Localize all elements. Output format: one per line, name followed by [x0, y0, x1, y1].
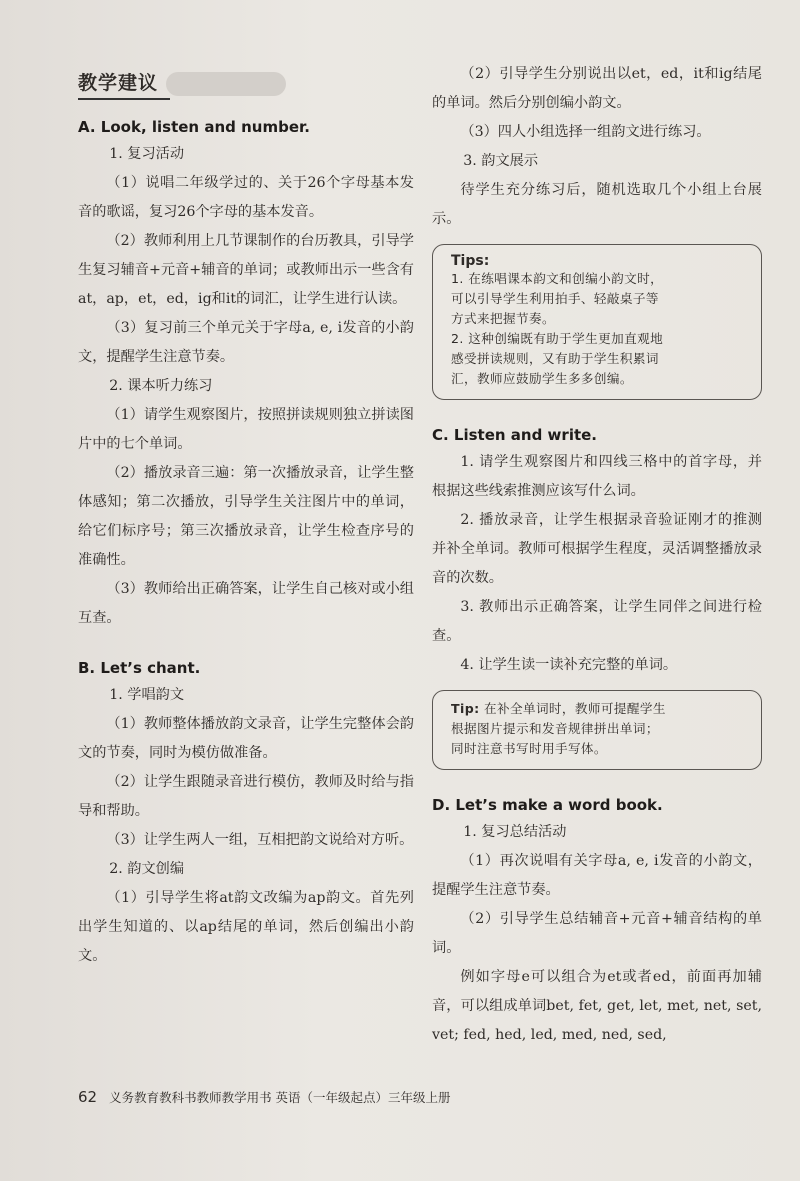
section-c-heading: C. Listen and write.	[432, 426, 597, 444]
paragraph: （1）教师整体播放韵文录音，让学生完整体会韵文的节奏，同时为模仿做准备。	[78, 716, 414, 761]
tip-line: 1. 在练唱课本韵文和创编小韵文时，	[451, 271, 664, 286]
page-title: 教学建议	[78, 72, 159, 94]
right-column	[432, 60, 762, 1050]
tip-line: 根据图片提示和发音规律拼出单词；	[451, 721, 659, 736]
tip-line: 方式来把握节奏。	[451, 311, 555, 326]
tip-text: 在补全单词时，教师可提醒学生	[479, 701, 666, 716]
tip-line	[451, 699, 749, 719]
page-footer	[78, 1088, 451, 1106]
paragraph: （2）引导学生分别说出以et，ed，it和ig结尾的单词。然后分别创编小韵文。	[432, 66, 762, 111]
title-decoration	[166, 72, 286, 96]
paragraph: 4. 让学生读一读补充完整的单词。	[460, 657, 678, 673]
paragraph: （1）再次说唱有关字母a, e, i发音的小韵文，提醒学生注意节奏。	[432, 853, 762, 898]
paragraph: 1. 请学生观察图片和四线三格中的首字母，并根据这些线索推测应该写什么词。	[432, 454, 762, 499]
paragraph: 待学生充分练习后，随机选取几个小组上台展示。	[432, 182, 762, 227]
paragraph: 2. 播放录音，让学生根据录音验证刚才的推测并补全单词。教师可根据学生程度，灵活调整播放录音的次数。	[432, 512, 762, 586]
left-column	[78, 60, 414, 971]
tip-line: 2. 这种创编既有助于学生更加直观地	[451, 331, 664, 346]
paragraph: （2）教师利用上几节课制作的台历教具，引导学生复习辅音+元音+辅音的单词；或教师出示一些含有at，ap，et，ed，ig和it的词汇，让学生进行认读。	[78, 233, 414, 307]
paragraph: （2）播放录音三遍：第一次播放录音，让学生整体感知；第二次播放，引导学生关注图片中的单词，给它们标序号；第三次播放录音，让学生检查序号的准确性。	[78, 465, 414, 568]
paragraph: （3）四人小组选择一组韵文进行练习。	[460, 124, 711, 140]
book-title: 义务教育教科书教师教学用书 英语（一年级起点）三年级上册	[109, 1090, 451, 1105]
paragraph: 1. 复习活动	[109, 146, 185, 162]
tips-label: Tips:	[451, 253, 490, 269]
section-b-heading: B. Let’s chant.	[78, 659, 201, 677]
paragraph: （3）复习前三个单元关于字母a, e, i发音的小韵文，提醒学生注意节奏。	[78, 320, 414, 365]
paragraph: 1. 学唱韵文	[109, 687, 185, 703]
paragraph: 3. 韵文展示	[463, 153, 539, 169]
tips-box	[432, 244, 762, 400]
paragraph: （1）说唱二年级学过的、关于26个字母基本发音的歌谣，复习26个字母的基本发音。	[78, 175, 414, 220]
page-number: 62	[78, 1088, 98, 1106]
paragraph: （3）让学生两人一组，互相把韵文说给对方听。	[106, 832, 414, 848]
paragraph: （1）引导学生将at韵文改编为ap韵文。首先列出学生知道的、以ap结尾的单词，然后创编出小韵文。	[78, 890, 414, 964]
paragraph: （3）教师给出正确答案，让学生自己核对或小组互查。	[78, 581, 414, 626]
tip-line: 可以引导学生利用拍手、轻敲桌子等	[451, 291, 659, 306]
tip-box	[432, 690, 762, 770]
tip-line: 汇，教师应鼓励学生多多创编。	[451, 371, 633, 386]
title-underline	[78, 98, 170, 100]
paragraph: （2）引导学生总结辅音+元音+辅音结构的单词。	[432, 911, 762, 956]
tip-line: 感受拼读规则，又有助于学生积累词	[451, 351, 659, 366]
tip-label: Tip:	[451, 701, 480, 716]
paragraph: 2. 课本听力练习	[109, 378, 213, 394]
section-a-heading: A. Look, listen and number.	[78, 118, 310, 136]
paragraph: （2）让学生跟随录音进行模仿，教师及时给与指导和帮助。	[78, 774, 414, 819]
section-d-heading: D. Let’s make a word book.	[432, 796, 663, 814]
paragraph: 例如字母e可以组合为et或者ed，前面再加辅音，可以组成单词bet, fet, get, let, met, net, set, vet; fed, hed, led, med, ned, sed,	[432, 969, 762, 1043]
paragraph: 3. 教师出示正确答案，让学生同伴之间进行检查。	[432, 599, 762, 644]
section-title-block	[78, 60, 414, 100]
paragraph: 1. 复习总结活动	[463, 824, 567, 840]
paragraph: （1）请学生观察图片，按照拼读规则独立拼读图片中的七个单词。	[78, 407, 414, 452]
tip-line: 同时注意书写时用手写体。	[451, 741, 607, 756]
paragraph: 2. 韵文创编	[109, 861, 185, 877]
